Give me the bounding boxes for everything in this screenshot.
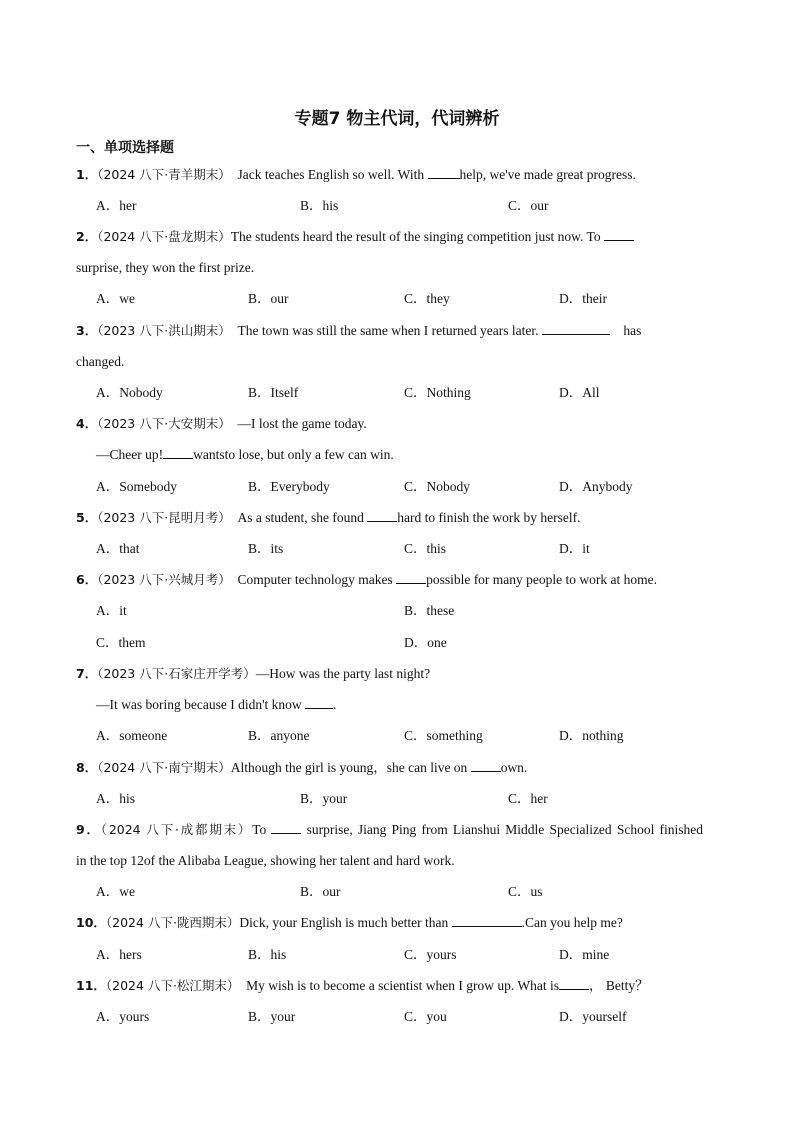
question-source: （2024 八下·陇西期末） — [105, 915, 240, 930]
question-5-stem — [76, 508, 716, 528]
question-number: 10． — [76, 915, 106, 930]
option-b[interactable]: B．Everybody — [248, 479, 330, 494]
option-a[interactable]: A．his — [96, 791, 136, 806]
option-c[interactable]: C．yours — [404, 947, 457, 962]
stem-text: help, we've made great progress. — [459, 167, 636, 182]
question-3-stem — [76, 321, 716, 341]
question-7-stem-continued — [96, 695, 736, 715]
option-c[interactable]: C．this — [404, 541, 447, 556]
option-b[interactable]: B．his — [248, 947, 287, 962]
stem-text: My wish is to become a scientist when I grow up. What is — [246, 978, 559, 993]
option-a[interactable]: A．her — [96, 198, 137, 213]
question-number: 5． — [76, 510, 98, 525]
option-b[interactable]: B．our — [248, 291, 289, 306]
stem-text: .Can you help me? — [521, 915, 623, 930]
option-b[interactable]: B．his — [300, 198, 339, 213]
answer-blank — [428, 165, 460, 179]
stem-text: As a student, she found — [237, 510, 368, 525]
option-b[interactable]: B．anyone — [248, 728, 310, 743]
stem-text: possible for many people to work at home. — [426, 572, 658, 587]
stem-text: To — [252, 822, 272, 837]
option-d[interactable]: D．it — [559, 541, 590, 556]
question-source: （2023 八下·兴城月考） — [97, 572, 231, 587]
answer-blank — [452, 913, 522, 927]
question-number: 11． — [76, 978, 106, 993]
question-number: 6． — [76, 572, 98, 587]
option-b[interactable]: B．Itself — [248, 385, 299, 400]
stem-text: . — [333, 697, 337, 712]
question-source: （2023 八下·洪山期末） — [97, 323, 231, 338]
question-source: （2024 八下·成都期末） — [100, 822, 253, 837]
question-number: 3． — [76, 323, 98, 338]
stem-text: has — [623, 323, 642, 338]
option-d[interactable]: D．their — [559, 291, 607, 306]
question-source: （2024 八下·松江期末） — [105, 978, 240, 993]
option-c[interactable]: C．our — [508, 198, 549, 213]
question-2-stem — [76, 227, 716, 247]
option-d[interactable]: D．nothing — [559, 728, 624, 743]
option-a[interactable]: A．it — [96, 603, 127, 618]
question-2-stem-continued: surprise, they won the first prize. — [76, 260, 255, 275]
option-a[interactable]: A．someone — [96, 728, 168, 743]
answer-blank — [559, 976, 589, 990]
option-a[interactable]: A．Somebody — [96, 479, 178, 494]
stem-text: ， Betty？ — [589, 978, 649, 993]
option-c[interactable]: C．Nothing — [404, 385, 471, 400]
stem-text: Computer technology makes — [237, 572, 397, 587]
option-c[interactable]: C．they — [404, 291, 450, 306]
question-source: （2024 八下·青羊期末） — [97, 167, 231, 182]
stem-text: Jack teaches English so well. With — [237, 167, 428, 182]
option-a[interactable]: A．we — [96, 884, 135, 899]
question-source: （2023 八下·昆明月考） — [97, 510, 231, 525]
option-a[interactable]: A．we — [96, 291, 135, 306]
question-source: （2023 八下·石家庄开学考） — [97, 666, 256, 681]
question-10-stem — [76, 913, 716, 933]
question-source: （2024 八下·南宁期末） — [97, 760, 231, 775]
option-c[interactable]: C．us — [508, 884, 543, 899]
answer-blank — [271, 820, 301, 834]
option-c[interactable]: C．Nobody — [404, 479, 471, 494]
stem-text: The students heard the result of the singing competition just now. To — [230, 229, 604, 244]
question-source: （2023 八下·大安期末） — [97, 416, 231, 431]
option-a[interactable]: A．yours — [96, 1009, 150, 1024]
answer-blank — [367, 508, 397, 522]
option-c[interactable]: C．them — [96, 635, 146, 650]
question-6-stem — [76, 570, 716, 590]
option-d[interactable]: D．yourself — [559, 1009, 627, 1024]
question-source: （2024 八下·盘龙期末） — [97, 229, 231, 244]
option-d[interactable]: D．mine — [559, 947, 610, 962]
question-4-stem — [76, 414, 716, 434]
option-d[interactable]: D．one — [404, 635, 447, 650]
stem-text: —I lost the game today. — [237, 416, 367, 431]
option-a[interactable]: A．hers — [96, 947, 142, 962]
question-number: 7． — [76, 666, 98, 681]
stem-text: —It was boring because I didn't know — [96, 697, 306, 712]
question-number: 9． — [76, 822, 101, 837]
answer-blank — [396, 570, 426, 584]
stem-text: wantsto lose, but only a few can win. — [193, 447, 394, 462]
stem-text: —How was the party last night? — [255, 666, 431, 681]
answer-blank — [542, 321, 610, 335]
option-d[interactable]: D．Anybody — [559, 479, 633, 494]
question-9-stem-continued: in the top 12of the Alibaba League, showing her talent and hard work. — [76, 853, 455, 868]
stem-text: —Cheer up! — [96, 447, 164, 462]
option-b[interactable]: B．your — [300, 791, 348, 806]
question-11-stem — [76, 976, 716, 996]
stem-text: hard to finish the work by herself. — [397, 510, 581, 525]
stem-text: Although the girl is young，she can live on — [230, 760, 471, 775]
stem-text: The town was still the same when I returned years later. — [237, 323, 542, 338]
answer-blank — [604, 227, 634, 241]
stem-text: Dick, your English is much better than — [239, 915, 452, 930]
option-c[interactable]: C．something — [404, 728, 483, 743]
option-d[interactable]: D．All — [559, 385, 600, 400]
question-3-stem-continued: changed. — [76, 354, 125, 369]
question-number: 2． — [76, 229, 98, 244]
question-number: 1． — [76, 167, 98, 182]
option-b[interactable]: B．its — [248, 541, 284, 556]
option-a[interactable]: A．Nobody — [96, 385, 163, 400]
question-9-stem — [76, 820, 703, 840]
answer-blank — [163, 445, 193, 459]
question-8-stem — [76, 758, 716, 778]
option-b[interactable]: B．these — [404, 603, 455, 618]
question-number: 8． — [76, 760, 98, 775]
option-c[interactable]: C．her — [508, 791, 548, 806]
answer-blank — [305, 695, 333, 709]
section-heading: 一、单项选择题 — [76, 140, 174, 156]
option-b[interactable]: B．your — [248, 1009, 296, 1024]
stem-text: own. — [500, 760, 528, 775]
question-7-stem — [76, 664, 716, 684]
option-a[interactable]: A．that — [96, 541, 140, 556]
question-1-stem — [76, 165, 716, 185]
question-number: 4． — [76, 416, 98, 431]
option-c[interactable]: C．you — [404, 1009, 447, 1024]
page-title: 专题7 物主代词，代词辨析 — [294, 109, 500, 129]
answer-blank — [471, 758, 501, 772]
question-4-stem-continued — [96, 445, 736, 465]
option-b[interactable]: B．our — [300, 884, 341, 899]
stem-text: surprise, Jiang Ping from Lianshui Middle Specialized School finished — [306, 822, 704, 837]
